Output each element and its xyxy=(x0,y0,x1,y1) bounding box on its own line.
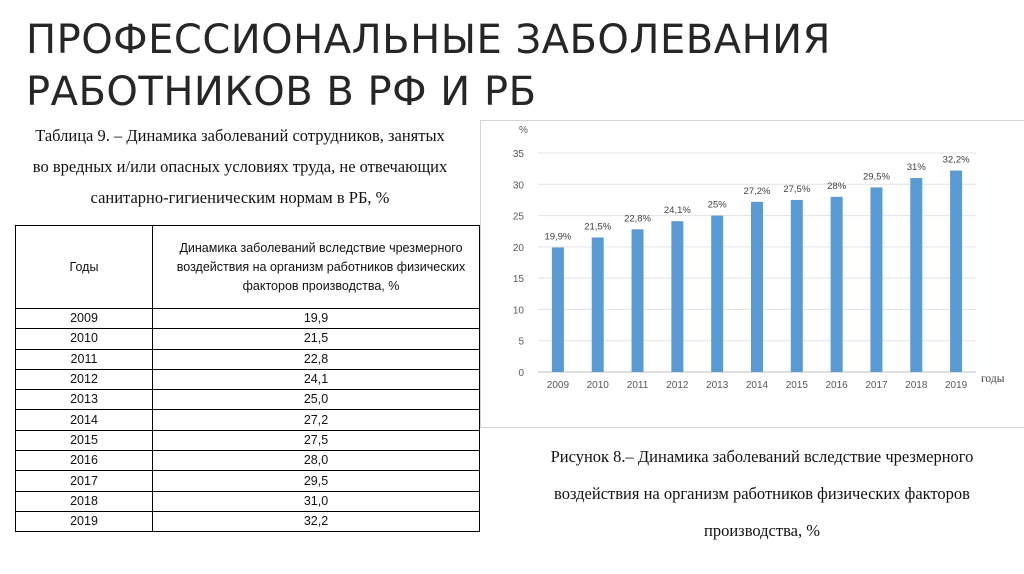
header-years: Годы xyxy=(16,226,153,309)
x-tick-label: 2010 xyxy=(586,380,609,391)
data-label: 31% xyxy=(906,162,926,174)
table-cell-year: 2014 xyxy=(16,410,153,430)
data-label: 27,5% xyxy=(783,183,811,195)
x-axis-label: годы xyxy=(981,373,1005,385)
table-row xyxy=(16,329,480,349)
table-body xyxy=(16,309,480,532)
table-cell-value: 28,0 xyxy=(153,451,480,471)
table-header-row xyxy=(16,226,480,309)
bar xyxy=(751,202,763,372)
data-label: 22,8% xyxy=(624,213,652,225)
data-table-container xyxy=(15,225,480,540)
data-label: 29,5% xyxy=(862,171,890,183)
table-cell-value: 24,1 xyxy=(153,369,480,389)
x-tick-label: 2017 xyxy=(865,380,888,391)
x-tick-label: 2015 xyxy=(785,380,808,391)
y-axis-label: % xyxy=(519,125,528,136)
table-row xyxy=(16,369,480,389)
table-cell-value: 25,0 xyxy=(153,390,480,410)
figure-caption-line-3: производства, % xyxy=(704,521,820,540)
slide-title-line-2: РАБОТНИКОВ В РФ И РБ xyxy=(26,69,537,115)
bar xyxy=(552,247,564,372)
data-label: 28% xyxy=(827,180,847,192)
y-tick-label: 25 xyxy=(512,211,524,223)
table-cell-value: 27,2 xyxy=(153,410,480,430)
bar xyxy=(711,216,723,372)
table-cell-year: 2018 xyxy=(16,491,153,511)
data-label: 32,2% xyxy=(942,154,970,166)
data-label: 25% xyxy=(707,199,727,211)
table-caption xyxy=(0,120,480,213)
x-tick-label: 2019 xyxy=(944,380,968,391)
table-caption-line-1: Таблица 9. – Динамика заболеваний сотрудников, занятых xyxy=(35,126,445,145)
table-row xyxy=(16,390,480,410)
y-tick-label: 30 xyxy=(512,180,524,192)
table-cell-value: 19,9 xyxy=(153,309,480,329)
y-tick-label: 10 xyxy=(512,305,524,317)
table-cell-year: 2013 xyxy=(16,390,153,410)
x-tick-label: 2011 xyxy=(626,380,649,391)
table-row xyxy=(16,451,480,471)
table-caption-line-3: санитарно-гигиеническим нормам в РБ, % xyxy=(90,188,390,207)
bar xyxy=(910,178,922,372)
y-tick-label: 20 xyxy=(512,242,524,254)
table-cell-value: 27,5 xyxy=(153,430,480,450)
bar xyxy=(791,200,803,372)
data-label: 27,2% xyxy=(743,185,771,197)
x-tick-label: 2013 xyxy=(706,380,729,391)
x-tick-label: 2016 xyxy=(825,380,848,391)
bar xyxy=(950,171,962,372)
table-cell-value: 31,0 xyxy=(153,491,480,511)
table-row xyxy=(16,511,480,531)
header-dynamics: Динамика заболеваний вследствие чрезмерного воздействия на организм работников физических факторов производства, % xyxy=(153,226,480,309)
table-cell-value: 21,5 xyxy=(153,329,480,349)
figure-caption-line-1: Рисунок 8.– Динамика заболеваний вследствие чрезмерного xyxy=(550,447,974,466)
bar xyxy=(870,187,882,372)
table-cell-value: 22,8 xyxy=(153,349,480,369)
table-row xyxy=(16,471,480,491)
table-row xyxy=(16,309,480,329)
table-caption-line-2: во вредных и/или опасных условиях труда, не отвечающих xyxy=(32,157,448,176)
figure-caption xyxy=(500,438,1024,549)
table-cell-year: 2017 xyxy=(16,471,153,491)
table-cell-value: 29,5 xyxy=(153,471,480,491)
table-cell-value: 32,2 xyxy=(153,511,480,531)
y-tick-label: 35 xyxy=(512,149,524,160)
table-row xyxy=(16,349,480,369)
data-label: 19,9% xyxy=(544,231,572,243)
slide-title xyxy=(26,14,1006,118)
table-cell-year: 2011 xyxy=(16,349,153,369)
table-cell-year: 2019 xyxy=(16,511,153,531)
x-tick-label: 2012 xyxy=(666,380,689,391)
bar-chart xyxy=(480,120,1024,428)
bar-chart-svg xyxy=(481,121,1024,429)
y-tick-label: 15 xyxy=(512,274,524,286)
data-label: 21,5% xyxy=(584,221,612,233)
data-table xyxy=(15,225,480,532)
bar xyxy=(632,229,644,372)
data-label: 24,1% xyxy=(663,205,691,217)
x-tick-label: 2018 xyxy=(905,380,928,391)
bar xyxy=(671,221,683,372)
table-row xyxy=(16,430,480,450)
table-cell-year: 2016 xyxy=(16,451,153,471)
table-cell-year: 2012 xyxy=(16,369,153,389)
table-cell-year: 2015 xyxy=(16,430,153,450)
table-cell-year: 2010 xyxy=(16,329,153,349)
bar xyxy=(831,197,843,372)
table-row xyxy=(16,410,480,430)
figure-caption-line-2: воздействия на организм работников физических факторов xyxy=(554,484,970,503)
table-row xyxy=(16,491,480,511)
x-tick-label: 2009 xyxy=(546,380,570,391)
x-tick-label: 2014 xyxy=(745,380,769,391)
y-tick-label: 0 xyxy=(518,368,524,379)
bar xyxy=(592,237,604,372)
slide-title-line-1: ПРОФЕССИОНАЛЬНЫЕ ЗАБОЛЕВАНИЯ xyxy=(26,17,831,63)
y-tick-label: 5 xyxy=(518,336,524,348)
table-cell-year: 2009 xyxy=(16,309,153,329)
